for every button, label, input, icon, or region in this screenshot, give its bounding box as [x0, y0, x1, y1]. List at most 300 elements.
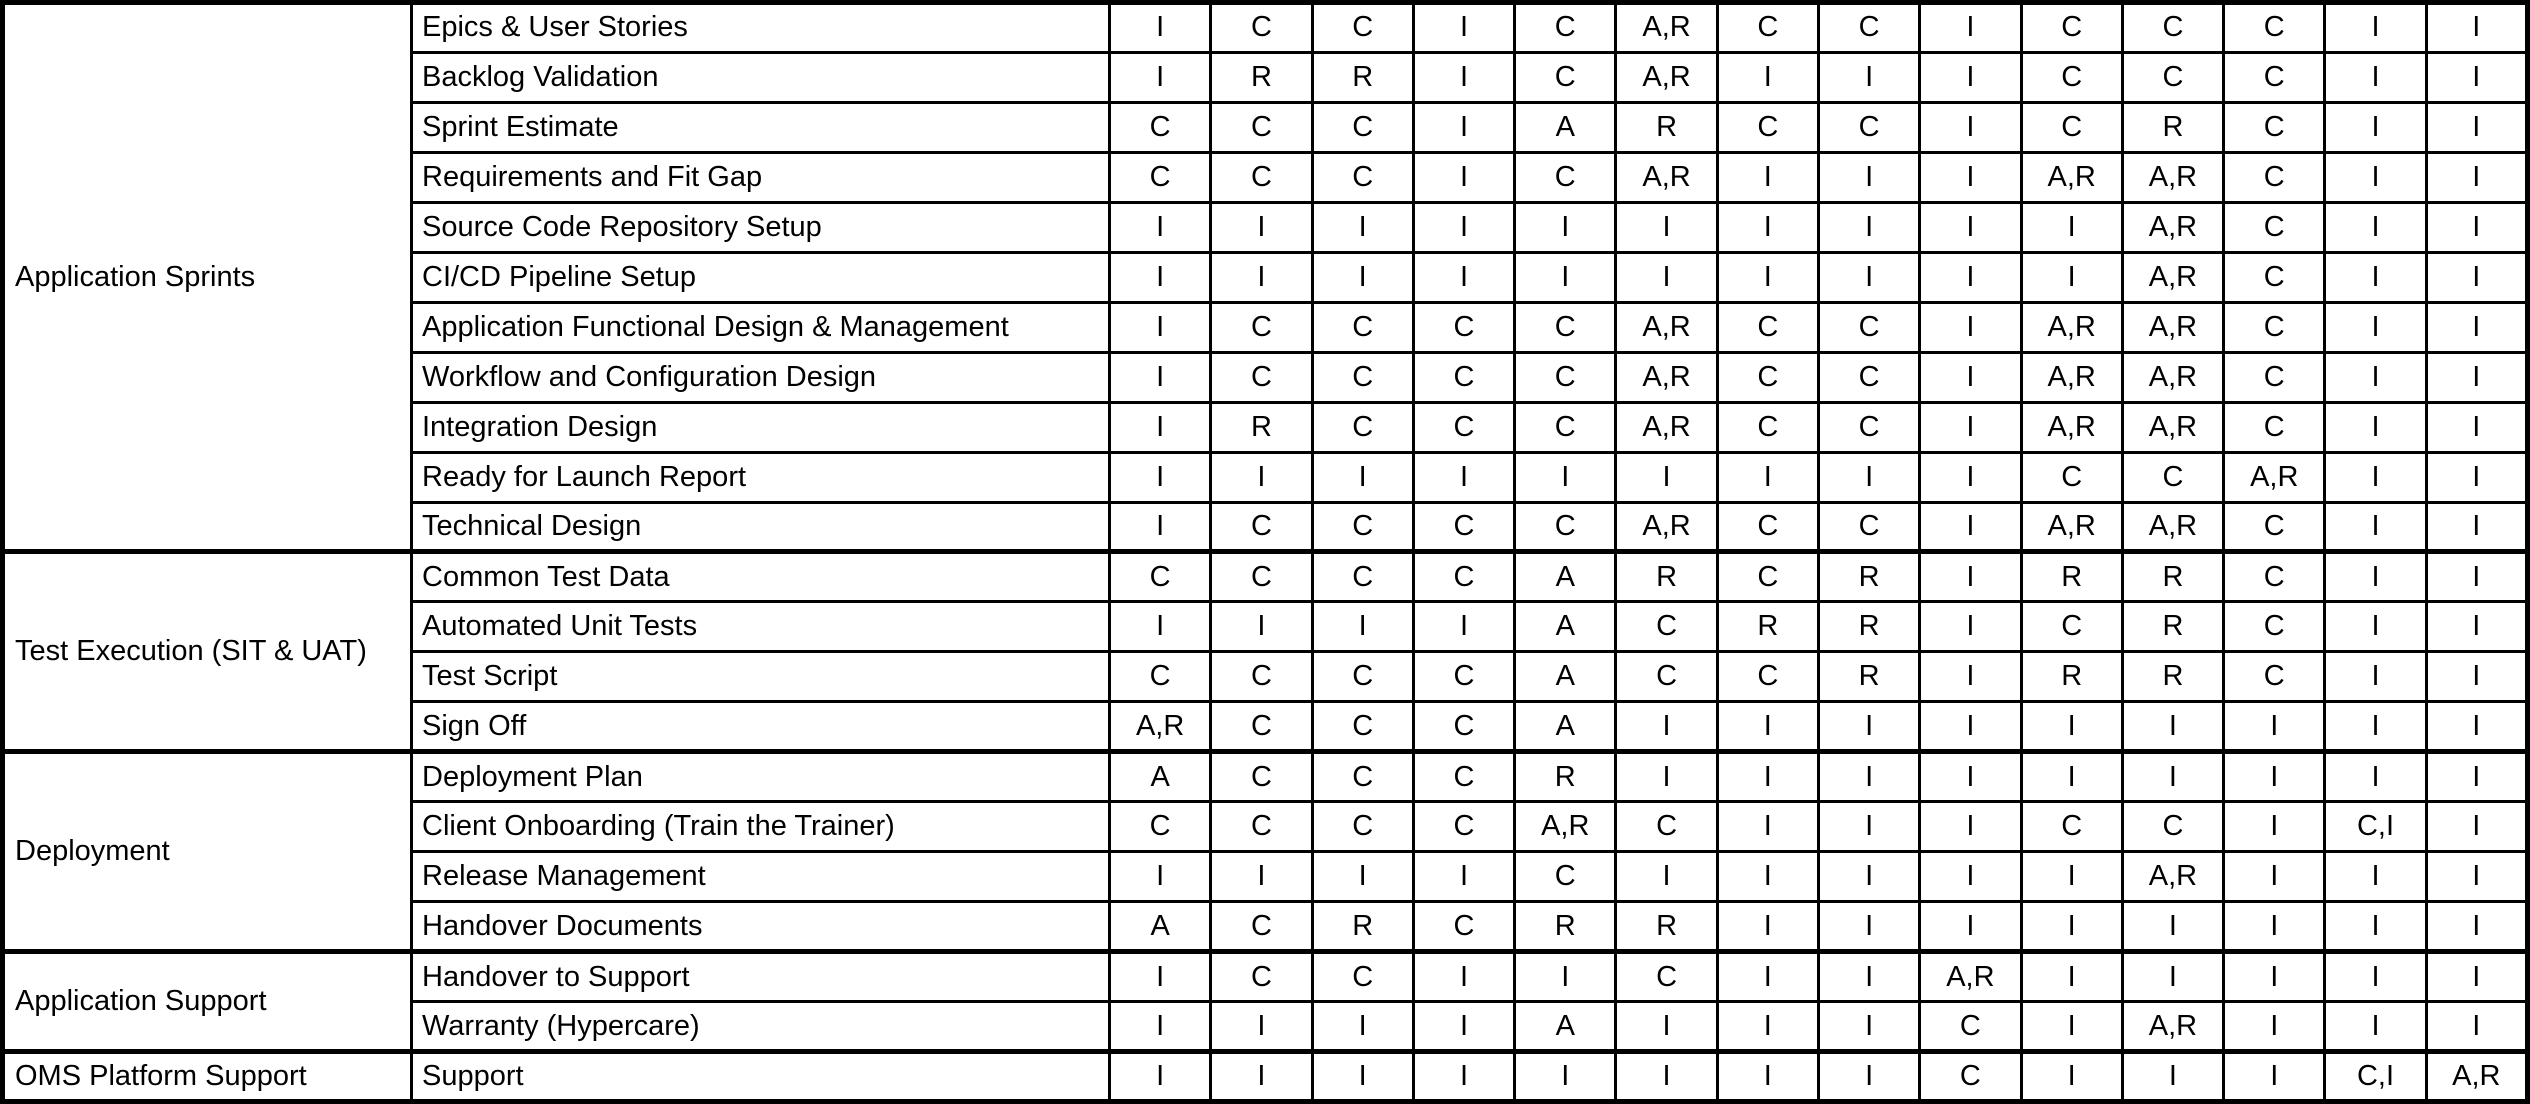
raci-value-cell: C: [2224, 402, 2325, 452]
raci-value-cell: A: [1515, 702, 1616, 752]
raci-value-cell: I: [1312, 852, 1413, 902]
raci-value-cell: A: [1515, 1002, 1616, 1052]
raci-value-cell: I: [2426, 602, 2527, 652]
raci-value-cell: I: [1920, 3, 2021, 53]
raci-value-cell: I: [1717, 252, 1818, 302]
raci-value-cell: I: [1920, 852, 2021, 902]
raci-value-cell: C: [1312, 102, 1413, 152]
raci-value-cell: C: [1413, 652, 1514, 702]
raci-value-cell: I: [1920, 102, 2021, 152]
raci-value-cell: I: [1616, 752, 1717, 802]
raci-value-cell: I: [1413, 202, 1514, 252]
raci-value-cell: I: [2426, 552, 2527, 602]
task-cell: Client Onboarding (Train the Trainer): [412, 802, 1110, 852]
phase-cell: Test Execution (SIT & UAT): [3, 552, 412, 752]
raci-value-cell: I: [1920, 52, 2021, 102]
raci-value-cell: I: [1515, 202, 1616, 252]
raci-value-cell: I: [2426, 152, 2527, 202]
task-cell: Technical Design: [412, 502, 1110, 552]
raci-value-cell: I: [1717, 702, 1818, 752]
raci-value-cell: I: [2122, 952, 2223, 1002]
raci-value-cell: A,R: [2122, 302, 2223, 352]
task-cell: Requirements and Fit Gap: [412, 152, 1110, 202]
task-cell: Automated Unit Tests: [412, 602, 1110, 652]
raci-value-cell: A,R: [2426, 1052, 2527, 1102]
raci-value-cell: I: [1110, 952, 1211, 1002]
raci-value-cell: C: [1211, 352, 1312, 402]
raci-value-cell: A,R: [2021, 352, 2122, 402]
raci-value-cell: A,R: [1616, 402, 1717, 452]
raci-value-cell: I: [1515, 252, 1616, 302]
raci-value-cell: A,R: [2021, 402, 2122, 452]
raci-value-cell: I: [2325, 752, 2426, 802]
raci-value-cell: I: [2426, 302, 2527, 352]
task-cell: Application Functional Design & Management: [412, 302, 1110, 352]
raci-value-cell: I: [1717, 52, 1818, 102]
raci-value-cell: I: [2426, 952, 2527, 1002]
raci-value-cell: C: [2224, 252, 2325, 302]
raci-value-cell: R: [1211, 52, 1312, 102]
raci-value-cell: I: [1920, 352, 2021, 402]
raci-value-cell: I: [2325, 702, 2426, 752]
raci-value-cell: A,R: [1515, 802, 1616, 852]
raci-value-cell: A: [1515, 652, 1616, 702]
raci-value-cell: I: [1312, 202, 1413, 252]
raci-value-cell: I: [1818, 802, 1919, 852]
raci-value-cell: I: [1211, 852, 1312, 902]
raci-value-cell: R: [1818, 652, 1919, 702]
raci-value-cell: A,R: [1616, 3, 1717, 53]
raci-value-cell: C: [1312, 752, 1413, 802]
raci-value-cell: C: [1312, 302, 1413, 352]
raci-value-cell: I: [1312, 252, 1413, 302]
raci-value-cell: I: [1818, 1002, 1919, 1052]
task-cell: Warranty (Hypercare): [412, 1002, 1110, 1052]
raci-value-cell: I: [1413, 3, 1514, 53]
raci-value-cell: I: [1818, 52, 1919, 102]
raci-value-cell: I: [2426, 352, 2527, 402]
raci-value-cell: R: [2122, 102, 2223, 152]
raci-value-cell: C: [1312, 502, 1413, 552]
raci-value-cell: C: [1818, 3, 1919, 53]
raci-value-cell: C: [1515, 502, 1616, 552]
raci-value-cell: I: [1818, 152, 1919, 202]
raci-value-cell: I: [1616, 1052, 1717, 1102]
raci-value-cell: C: [1110, 652, 1211, 702]
task-cell: Common Test Data: [412, 552, 1110, 602]
raci-value-cell: I: [2325, 52, 2426, 102]
raci-value-cell: R: [1818, 552, 1919, 602]
raci-value-cell: I: [2426, 802, 2527, 852]
raci-value-cell: R: [1515, 752, 1616, 802]
raci-value-cell: I: [1920, 152, 2021, 202]
raci-value-cell: R: [2122, 552, 2223, 602]
raci-value-cell: I: [1110, 302, 1211, 352]
raci-value-cell: R: [2122, 652, 2223, 702]
task-cell: Handover to Support: [412, 952, 1110, 1002]
raci-value-cell: I: [2325, 952, 2426, 1002]
raci-value-cell: I: [2325, 452, 2426, 502]
task-cell: Backlog Validation: [412, 52, 1110, 102]
raci-value-cell: I: [1110, 402, 1211, 452]
task-cell: Deployment Plan: [412, 752, 1110, 802]
raci-value-cell: C: [1211, 952, 1312, 1002]
raci-value-cell: I: [1515, 1052, 1616, 1102]
raci-value-cell: I: [1920, 652, 2021, 702]
raci-value-cell: A,R: [2122, 352, 2223, 402]
raci-value-cell: I: [1413, 52, 1514, 102]
raci-value-cell: C: [1616, 652, 1717, 702]
raci-value-cell: I: [2426, 3, 2527, 53]
raci-value-cell: I: [2426, 102, 2527, 152]
raci-value-cell: I: [2224, 952, 2325, 1002]
table-row: [3, 752, 2528, 802]
raci-value-cell: C: [1211, 102, 1312, 152]
raci-value-cell: I: [1110, 3, 1211, 53]
raci-value-cell: I: [1920, 202, 2021, 252]
raci-value-cell: C: [1920, 1002, 2021, 1052]
raci-value-cell: A,R: [1920, 952, 2021, 1002]
table-row: [3, 3, 2528, 53]
raci-value-cell: C: [1211, 702, 1312, 752]
raci-value-cell: C: [1312, 652, 1413, 702]
raci-value-cell: C: [1515, 302, 1616, 352]
raci-value-cell: C: [1717, 402, 1818, 452]
raci-value-cell: I: [2224, 702, 2325, 752]
raci-value-cell: C: [1818, 102, 1919, 152]
raci-value-cell: I: [2021, 752, 2122, 802]
raci-value-cell: C: [1920, 1052, 2021, 1102]
raci-value-cell: I: [1818, 452, 1919, 502]
raci-value-cell: I: [1920, 602, 2021, 652]
raci-value-cell: I: [1515, 952, 1616, 1002]
raci-value-cell: I: [1920, 552, 2021, 602]
raci-value-cell: C: [1211, 752, 1312, 802]
raci-value-cell: C: [1312, 702, 1413, 752]
task-cell: Workflow and Configuration Design: [412, 352, 1110, 402]
raci-value-cell: A,R: [2021, 502, 2122, 552]
raci-value-cell: I: [1413, 152, 1514, 202]
raci-value-cell: I: [2426, 852, 2527, 902]
raci-value-cell: I: [1616, 852, 1717, 902]
raci-value-cell: I: [1717, 452, 1818, 502]
raci-value-cell: R: [1515, 902, 1616, 952]
raci-value-cell: I: [2021, 902, 2122, 952]
raci-value-cell: C: [1312, 802, 1413, 852]
raci-value-cell: C: [1211, 502, 1312, 552]
raci-value-cell: I: [2122, 1052, 2223, 1102]
raci-value-cell: I: [1413, 952, 1514, 1002]
raci-value-cell: C: [1413, 402, 1514, 452]
raci-value-cell: R: [1616, 902, 1717, 952]
raci-value-cell: C: [1211, 652, 1312, 702]
raci-value-cell: C: [2021, 3, 2122, 53]
raci-value-cell: A,R: [2122, 502, 2223, 552]
raci-value-cell: C: [2224, 52, 2325, 102]
raci-value-cell: I: [1920, 402, 2021, 452]
raci-value-cell: I: [2325, 302, 2426, 352]
raci-value-cell: R: [1818, 602, 1919, 652]
raci-value-cell: I: [2325, 102, 2426, 152]
raci-value-cell: C: [1818, 402, 1919, 452]
raci-value-cell: C: [1312, 152, 1413, 202]
raci-value-cell: C: [1717, 3, 1818, 53]
raci-value-cell: R: [1616, 102, 1717, 152]
raci-value-cell: I: [1211, 1002, 1312, 1052]
raci-value-cell: I: [1413, 102, 1514, 152]
raci-value-cell: I: [1616, 452, 1717, 502]
raci-value-cell: C: [1110, 552, 1211, 602]
raci-value-cell: A,R: [2122, 202, 2223, 252]
raci-value-cell: C: [2021, 602, 2122, 652]
raci-value-cell: I: [1818, 702, 1919, 752]
raci-value-cell: I: [2224, 802, 2325, 852]
raci-value-cell: I: [1818, 902, 1919, 952]
raci-value-cell: I: [2021, 1052, 2122, 1102]
raci-value-cell: I: [2021, 252, 2122, 302]
raci-value-cell: C: [1515, 152, 1616, 202]
raci-value-cell: I: [2224, 852, 2325, 902]
task-cell: CI/CD Pipeline Setup: [412, 252, 1110, 302]
raci-value-cell: I: [1920, 452, 2021, 502]
raci-value-cell: A,R: [1616, 52, 1717, 102]
raci-value-cell: R: [1616, 552, 1717, 602]
raci-value-cell: C: [1312, 3, 1413, 53]
raci-value-cell: C: [1616, 602, 1717, 652]
raci-value-cell: C: [2224, 102, 2325, 152]
raci-value-cell: I: [1616, 202, 1717, 252]
raci-value-cell: I: [1818, 202, 1919, 252]
raci-value-cell: I: [2325, 852, 2426, 902]
task-cell: Source Code Repository Setup: [412, 202, 1110, 252]
raci-value-cell: C: [1312, 552, 1413, 602]
raci-value-cell: C: [2021, 802, 2122, 852]
raci-value-cell: C: [1818, 502, 1919, 552]
raci-value-cell: I: [2426, 202, 2527, 252]
raci-value-cell: I: [2325, 602, 2426, 652]
raci-value-cell: I: [1211, 1052, 1312, 1102]
raci-value-cell: I: [2122, 752, 2223, 802]
raci-value-cell: I: [2325, 552, 2426, 602]
raci-value-cell: I: [2021, 852, 2122, 902]
raci-value-cell: C: [2224, 652, 2325, 702]
raci-value-cell: I: [1413, 1052, 1514, 1102]
phase-cell: Application Sprints: [3, 3, 412, 552]
raci-value-cell: C: [1717, 552, 1818, 602]
raci-value-cell: I: [1717, 802, 1818, 852]
raci-value-cell: A,R: [2122, 402, 2223, 452]
raci-value-cell: C: [1211, 3, 1312, 53]
raci-value-cell: A,R: [1616, 302, 1717, 352]
raci-value-cell: I: [1413, 852, 1514, 902]
raci-value-cell: C: [2224, 352, 2325, 402]
raci-value-cell: I: [2325, 202, 2426, 252]
raci-value-cell: I: [2426, 402, 2527, 452]
raci-value-cell: A,R: [1616, 352, 1717, 402]
raci-value-cell: C: [1413, 502, 1514, 552]
raci-value-cell: I: [2224, 902, 2325, 952]
raci-value-cell: I: [1920, 702, 2021, 752]
raci-value-cell: I: [1312, 452, 1413, 502]
raci-value-cell: I: [2325, 3, 2426, 53]
raci-value-cell: A,R: [2122, 152, 2223, 202]
raci-value-cell: I: [2021, 952, 2122, 1002]
raci-value-cell: A,R: [2021, 302, 2122, 352]
raci-value-cell: I: [2426, 52, 2527, 102]
raci-value-cell: I: [1110, 602, 1211, 652]
raci-value-cell: I: [1818, 752, 1919, 802]
raci-value-cell: C: [2224, 152, 2325, 202]
raci-table-body: [3, 3, 2528, 1102]
raci-value-cell: C: [1515, 402, 1616, 452]
raci-value-cell: I: [1920, 502, 2021, 552]
raci-value-cell: C: [1211, 552, 1312, 602]
raci-value-cell: I: [1920, 902, 2021, 952]
raci-value-cell: C: [1312, 952, 1413, 1002]
raci-value-cell: I: [2325, 252, 2426, 302]
raci-value-cell: I: [2325, 902, 2426, 952]
task-cell: Ready for Launch Report: [412, 452, 1110, 502]
raci-value-cell: I: [1110, 1052, 1211, 1102]
raci-value-cell: I: [1413, 252, 1514, 302]
raci-value-cell: I: [1717, 202, 1818, 252]
raci-value-cell: I: [1920, 252, 2021, 302]
raci-value-cell: A,R: [2122, 1002, 2223, 1052]
raci-value-cell: C: [2224, 202, 2325, 252]
task-cell: Sprint Estimate: [412, 102, 1110, 152]
raci-value-cell: C: [1211, 152, 1312, 202]
raci-value-cell: C: [1413, 752, 1514, 802]
raci-value-cell: C: [1312, 402, 1413, 452]
raci-value-cell: A,R: [2021, 152, 2122, 202]
raci-value-cell: I: [1110, 502, 1211, 552]
raci-value-cell: I: [1717, 952, 1818, 1002]
raci-value-cell: I: [2426, 902, 2527, 952]
raci-value-cell: I: [1312, 1002, 1413, 1052]
task-cell: Integration Design: [412, 402, 1110, 452]
raci-value-cell: I: [1920, 802, 2021, 852]
raci-value-cell: A: [1515, 602, 1616, 652]
raci-value-cell: C: [1515, 52, 1616, 102]
raci-value-cell: I: [2224, 1052, 2325, 1102]
task-cell: Epics & User Stories: [412, 3, 1110, 53]
raci-value-cell: C: [1717, 352, 1818, 402]
raci-value-cell: C: [1717, 302, 1818, 352]
raci-value-cell: I: [2122, 902, 2223, 952]
raci-value-cell: R: [2122, 602, 2223, 652]
phase-cell: Application Support: [3, 952, 412, 1052]
raci-value-cell: C: [2021, 452, 2122, 502]
raci-value-cell: R: [1717, 602, 1818, 652]
raci-value-cell: C: [1515, 852, 1616, 902]
raci-value-cell: C: [2224, 302, 2325, 352]
raci-value-cell: C: [1413, 702, 1514, 752]
raci-value-cell: A,R: [2122, 252, 2223, 302]
raci-value-cell: R: [2021, 652, 2122, 702]
phase-cell: OMS Platform Support: [3, 1052, 412, 1102]
raci-value-cell: C: [1515, 352, 1616, 402]
raci-value-cell: I: [1818, 852, 1919, 902]
table-row: [3, 1052, 2528, 1102]
raci-value-cell: A: [1110, 752, 1211, 802]
raci-value-cell: I: [2426, 452, 2527, 502]
raci-value-cell: I: [1211, 202, 1312, 252]
raci-value-cell: C: [2122, 452, 2223, 502]
raci-value-cell: I: [2122, 702, 2223, 752]
raci-value-cell: C: [1413, 352, 1514, 402]
raci-value-cell: C: [2224, 502, 2325, 552]
raci-value-cell: I: [2426, 652, 2527, 702]
raci-value-cell: I: [1110, 852, 1211, 902]
raci-value-cell: I: [1717, 1052, 1818, 1102]
raci-value-cell: A: [1515, 552, 1616, 602]
task-cell: Test Script: [412, 652, 1110, 702]
raci-value-cell: C: [1616, 952, 1717, 1002]
raci-value-cell: C: [1211, 902, 1312, 952]
raci-value-cell: I: [1717, 152, 1818, 202]
raci-value-cell: C: [2122, 3, 2223, 53]
raci-value-cell: R: [1211, 402, 1312, 452]
raci-value-cell: I: [1110, 1002, 1211, 1052]
raci-value-cell: I: [1312, 1052, 1413, 1102]
raci-value-cell: C: [1413, 302, 1514, 352]
phase-cell: Deployment: [3, 752, 412, 952]
raci-value-cell: I: [1413, 1002, 1514, 1052]
raci-value-cell: A,R: [2224, 452, 2325, 502]
raci-value-cell: C: [2224, 3, 2325, 53]
raci-value-cell: A,R: [1110, 702, 1211, 752]
raci-value-cell: A: [1110, 902, 1211, 952]
task-cell: Handover Documents: [412, 902, 1110, 952]
raci-value-cell: C: [1110, 802, 1211, 852]
raci-value-cell: I: [2426, 1002, 2527, 1052]
raci-value-cell: I: [1110, 252, 1211, 302]
raci-value-cell: I: [2325, 402, 2426, 452]
raci-value-cell: I: [2426, 752, 2527, 802]
task-cell: Sign Off: [412, 702, 1110, 752]
raci-value-cell: I: [1818, 252, 1919, 302]
raci-value-cell: I: [1818, 952, 1919, 1002]
raci-value-cell: I: [2325, 352, 2426, 402]
raci-value-cell: I: [1616, 1002, 1717, 1052]
raci-value-cell: A: [1515, 102, 1616, 152]
raci-value-cell: I: [1312, 602, 1413, 652]
raci-value-cell: I: [1717, 1002, 1818, 1052]
raci-value-cell: C: [2224, 552, 2325, 602]
raci-value-cell: C: [2224, 602, 2325, 652]
table-row: [3, 552, 2528, 602]
raci-value-cell: I: [1110, 202, 1211, 252]
raci-value-cell: R: [1312, 902, 1413, 952]
raci-value-cell: C: [1717, 502, 1818, 552]
raci-value-cell: C: [1818, 352, 1919, 402]
raci-value-cell: C: [1110, 152, 1211, 202]
raci-value-cell: I: [2426, 252, 2527, 302]
raci-value-cell: I: [1110, 452, 1211, 502]
raci-value-cell: I: [1110, 352, 1211, 402]
task-cell: Release Management: [412, 852, 1110, 902]
raci-value-cell: I: [1413, 602, 1514, 652]
raci-value-cell: I: [1920, 752, 2021, 802]
raci-value-cell: I: [2021, 702, 2122, 752]
raci-value-cell: C: [1717, 102, 1818, 152]
raci-value-cell: I: [1717, 852, 1818, 902]
raci-value-cell: I: [2426, 702, 2527, 752]
task-cell: Support: [412, 1052, 1110, 1102]
raci-value-cell: I: [1211, 252, 1312, 302]
raci-value-cell: I: [2325, 152, 2426, 202]
raci-value-cell: C: [1616, 802, 1717, 852]
